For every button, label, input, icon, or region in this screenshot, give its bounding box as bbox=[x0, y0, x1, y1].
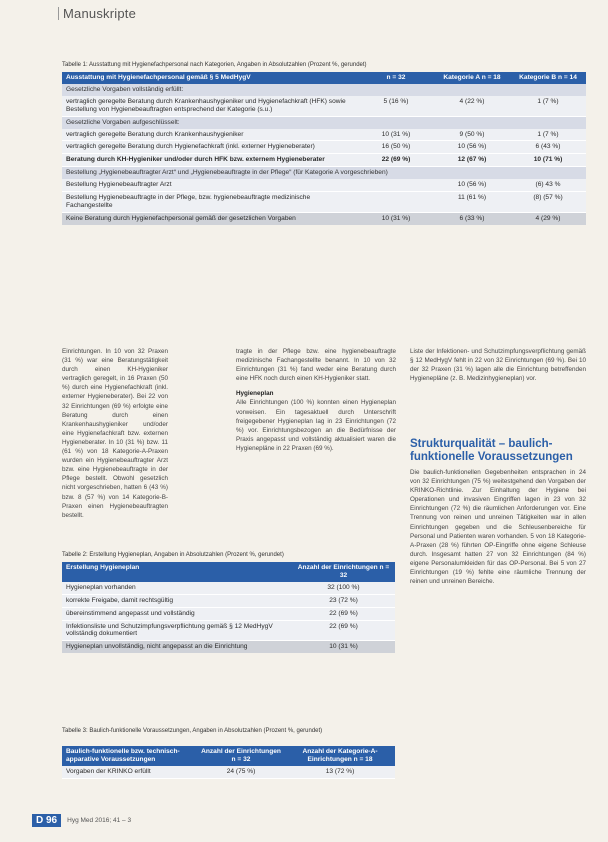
text-column-3b: Die baulich-funktionellen Gegebenheiten entsprachen in 24 von 32 Einrichtungen (75 %) weitestgehend den Vorgaben der KRINKO-Richtlinie. Zur Einhaltung der Hygiene bei Operationen und invasiven Eingriffen lagen in 23 von 32 Einrichtungen (72 %) die räumlichen Anforderungen vor. Eine Trennung von reinen und unreinen Tätigkeiten war in allen Einrichtungen gegeben und die Schleusenbereiche für Personal und Patienten waren vorhanden. 5 von 18 Kategorie-A-Praxen (28 %) führten OP-Eingriffe ohne eigene Schleuse durch. Insgesamt hatten 27 von 32 Einrichtungen (84 %) eigene Personalumkleiden für das OP-Personal. Bei 5 von 27 Einrichtungen (19 %) fehlte eine räumliche Trennung der reinen und unreinen Bereiche. bbox=[410, 469, 586, 586]
table1-cell: vertraglich geregelte Beratung durch Krankenhaushygieniker bbox=[62, 129, 358, 141]
table2-row bbox=[62, 594, 395, 607]
table2-cell: übereinstimmend angepasst und vollständig bbox=[62, 607, 292, 620]
table1-caption: Tabelle 1: Ausstattung mit Hygienefachpersonal nach Kategorien, Angaben in Absolutzahlen (Prozent %, gerundet) bbox=[62, 62, 367, 68]
table3-caption: Tabelle 3: Baulich-funktionelle Voraussetzungen, Angaben in Absolutzahlen (Prozent %, gerundet) bbox=[62, 728, 323, 734]
table1-cell: 10 (31 %) bbox=[358, 212, 434, 224]
table1-cell: 10 (71 %) bbox=[510, 154, 586, 167]
table1-group-row bbox=[62, 167, 586, 179]
table1-cell: Bestellung Hygienebeauftragter Arzt bbox=[62, 179, 358, 191]
table3-cell: Vorgaben der KRINKO erfüllt bbox=[62, 766, 197, 778]
table2 bbox=[62, 562, 395, 653]
table1-header-row bbox=[62, 72, 586, 84]
table1-row bbox=[62, 192, 586, 213]
table2-row bbox=[62, 620, 395, 641]
table3-header-cell: Anzahl der Einrichtungen n = 32 bbox=[197, 746, 285, 766]
table2-row bbox=[62, 641, 395, 653]
table1-cell: Bestellung Hygienebeauftragte in der Pflege, bzw. hygienebeauftragte medizinische Fachangestellte bbox=[62, 192, 358, 213]
table1-cell: (8) (57 %) bbox=[510, 192, 586, 213]
section-header bbox=[58, 6, 136, 21]
table1-row bbox=[62, 179, 586, 191]
table3-cell: 13 (72 %) bbox=[285, 766, 395, 778]
table1-cell bbox=[358, 192, 434, 213]
table1-group-label: Gesetzliche Vorgaben aufgeschlüsselt: bbox=[62, 116, 586, 128]
table2-caption: Tabelle 2: Erstellung Hygieneplan, Angaben in Absolutzahlen (Prozent %, gerundet) bbox=[62, 552, 284, 558]
page-footer bbox=[32, 814, 131, 827]
table1-cell: 11 (61 %) bbox=[434, 192, 510, 213]
table2-header-cell: Erstellung Hygieneplan bbox=[62, 562, 292, 582]
table2-cell: Hygieneplan unvollständig, nicht angepasst an die Einrichtung bbox=[62, 641, 292, 653]
table1-row bbox=[62, 154, 586, 167]
table2-cell: Hygieneplan vorhanden bbox=[62, 582, 292, 594]
section-title: Manuskripte bbox=[63, 6, 137, 21]
page-number: D 96 bbox=[32, 814, 61, 827]
table1-cell: 5 (16 %) bbox=[358, 96, 434, 116]
header-bar bbox=[58, 7, 59, 20]
section-heading: Strukturqualität – baulich-funktionelle Voraussetzungen bbox=[410, 438, 573, 463]
table2-cell: 22 (69 %) bbox=[292, 620, 395, 641]
table3-header-row bbox=[62, 746, 395, 766]
table3-row bbox=[62, 766, 395, 778]
table2-cell: korrekte Freigabe, damit rechtsgültig bbox=[62, 594, 292, 607]
table1-cell: Keine Beratung durch Hygienefachpersonal gemäß der gesetzlichen Vorgaben bbox=[62, 212, 358, 224]
table1-cell: 12 (67 %) bbox=[434, 154, 510, 167]
table1-group-row bbox=[62, 116, 586, 128]
table2-cell: 32 (100 %) bbox=[292, 582, 395, 594]
table1-header-cell: Ausstattung mit Hygienefachpersonal gemäß § 5 MedHygV bbox=[62, 72, 358, 84]
table1-group-label: Bestellung „Hygienebeauftragter Arzt“ und „Hygienebeauftragte in der Pflege“ (für Kategorie A vorgeschrieben) bbox=[62, 167, 586, 179]
table1-cell: (6) 43 % bbox=[510, 179, 586, 191]
text-column-2 bbox=[236, 347, 396, 453]
table1-cell: 4 (29 %) bbox=[510, 212, 586, 224]
table2-row bbox=[62, 582, 395, 594]
table1-row bbox=[62, 96, 586, 116]
table1-row bbox=[62, 129, 586, 141]
table1-cell: 9 (50 %) bbox=[434, 129, 510, 141]
text-column-3: Liste der Infektionen- und Schutzimpfungsverpflichtung gemäß § 12 MedHygV fehlt in 22 von 32 Einrichtungen (69 %). Bei 10 der 32 Praxen (31 %) lagen alle die Einrichtung betreffenden Hygienepläne (z. B. Medizinhygieneplan) vor. bbox=[410, 348, 586, 383]
table1-header-cell: n = 32 bbox=[358, 72, 434, 84]
table2-cell: Infektionsliste und Schutzimpfungsverpflichtung gemäß § 12 MedHygV vollständig dokumentiert bbox=[62, 620, 292, 641]
table1 bbox=[62, 72, 586, 225]
table1-header-cell: Kategorie A n = 18 bbox=[434, 72, 510, 84]
col2-paragraph: tragte in der Pflege bzw. eine hygienebeauftragte medizinische Fachangestellte benannt. In 10 von 32 Einrichtungen (31 %) fand weder eine Beratung durch eine HFK noch durch einen KH-Hygieniker statt. bbox=[236, 348, 396, 383]
text-column-1: Einrichtungen. In 10 von 32 Praxen (31 %) war eine Beratungstätigkeit durch einen KH-Hygieniker vertraglich geregelt, in 16 Praxen (50 %) durch eine Hygienefachkraft (inkl. externer Hygieneberater). Bei 22 von 32 Einrichtungen (69 %) erfolgte eine Beratung durch einen Krankenhaushygieniker und/oder eine Hygienefachkraft bzw. externen Hygieneberater. In 10 (31 %) bzw. 11 (61 %) von 18 Kategorie-A-Praxen wurden ein Hygienebeauftragter Arzt bzw. eine Hygienebeauftragte in der Pflege bestellt. Obwohl gesetzlich nicht vorgeschrieben, hatten 6 (43 %) bzw. 8 (57 %) von 14 Kategorie-B-Praxen einen Hygienebeauftragten bestellt. bbox=[62, 348, 168, 519]
table1-cell: 4 (22 %) bbox=[434, 96, 510, 116]
table3-header-cell: Anzahl der Kategorie-A-Einrichtungen n = 18 bbox=[285, 746, 395, 766]
table1-row bbox=[62, 141, 586, 154]
table1-cell: vertraglich geregelte Beratung durch Krankenhaushygieniker und Hygienefachkraft (HFK) sowie Bestellung von Hygienebeauftragten entsprechend der Kategorie (s.u.) bbox=[62, 96, 358, 116]
table1-cell: 22 (69 %) bbox=[358, 154, 434, 167]
table1-cell: 16 (50 %) bbox=[358, 141, 434, 154]
table2-cell: 23 (72 %) bbox=[292, 594, 395, 607]
table1-cell: 10 (31 %) bbox=[358, 129, 434, 141]
table1-cell: 6 (33 %) bbox=[434, 212, 510, 224]
table1-header-cell: Kategorie B n = 14 bbox=[510, 72, 586, 84]
table3 bbox=[62, 746, 395, 779]
table2-header-cell: Anzahl der Einrichtungen n = 32 bbox=[292, 562, 395, 582]
table2-row bbox=[62, 607, 395, 620]
col2-subheading: Hygieneplan bbox=[236, 390, 274, 398]
col2-paragraph-2: Alle Einrichtungen (100 %) konnten einen Hygieneplan vorweisen. Ein tagesaktuell durch Unterschrift freigegebener Hygieneplan lag in 23 Einrichtungen (72 %) vor. Einrichtungsbezogen an die Bedürfnisse der Praxis angepasst und vollständig aktualisiert waren die Hygienepläne in 22 Praxen (69 %). bbox=[236, 399, 396, 452]
table1-cell: 1 (7 %) bbox=[510, 96, 586, 116]
table1-cell: 10 (56 %) bbox=[434, 179, 510, 191]
table1-group-row bbox=[62, 84, 586, 96]
table3-header-cell: Baulich-funktionelle bzw. technisch-apparative Voraussetzungen bbox=[62, 746, 197, 766]
table1-row bbox=[62, 212, 586, 224]
journal-citation: Hyg Med 2016; 41 – 3 bbox=[67, 817, 132, 825]
table2-header-row bbox=[62, 562, 395, 582]
table2-cell: 10 (31 %) bbox=[292, 641, 395, 653]
table1-cell: 6 (43 %) bbox=[510, 141, 586, 154]
table1-cell: 10 (56 %) bbox=[434, 141, 510, 154]
table1-cell bbox=[358, 179, 434, 191]
table2-cell: 22 (69 %) bbox=[292, 607, 395, 620]
table1-cell: vertraglich geregelte Beratung durch Hygienefachkraft (inkl. externer Hygieneberater) bbox=[62, 141, 358, 154]
table1-cell: 1 (7 %) bbox=[510, 129, 586, 141]
table1-cell: Beratung durch KH-Hygieniker und/oder durch HFK bzw. externem Hygieneberater bbox=[62, 154, 358, 167]
table3-cell: 24 (75 %) bbox=[197, 766, 285, 778]
table1-group-label: Gesetzliche Vorgaben vollständig erfüllt: bbox=[62, 84, 586, 96]
